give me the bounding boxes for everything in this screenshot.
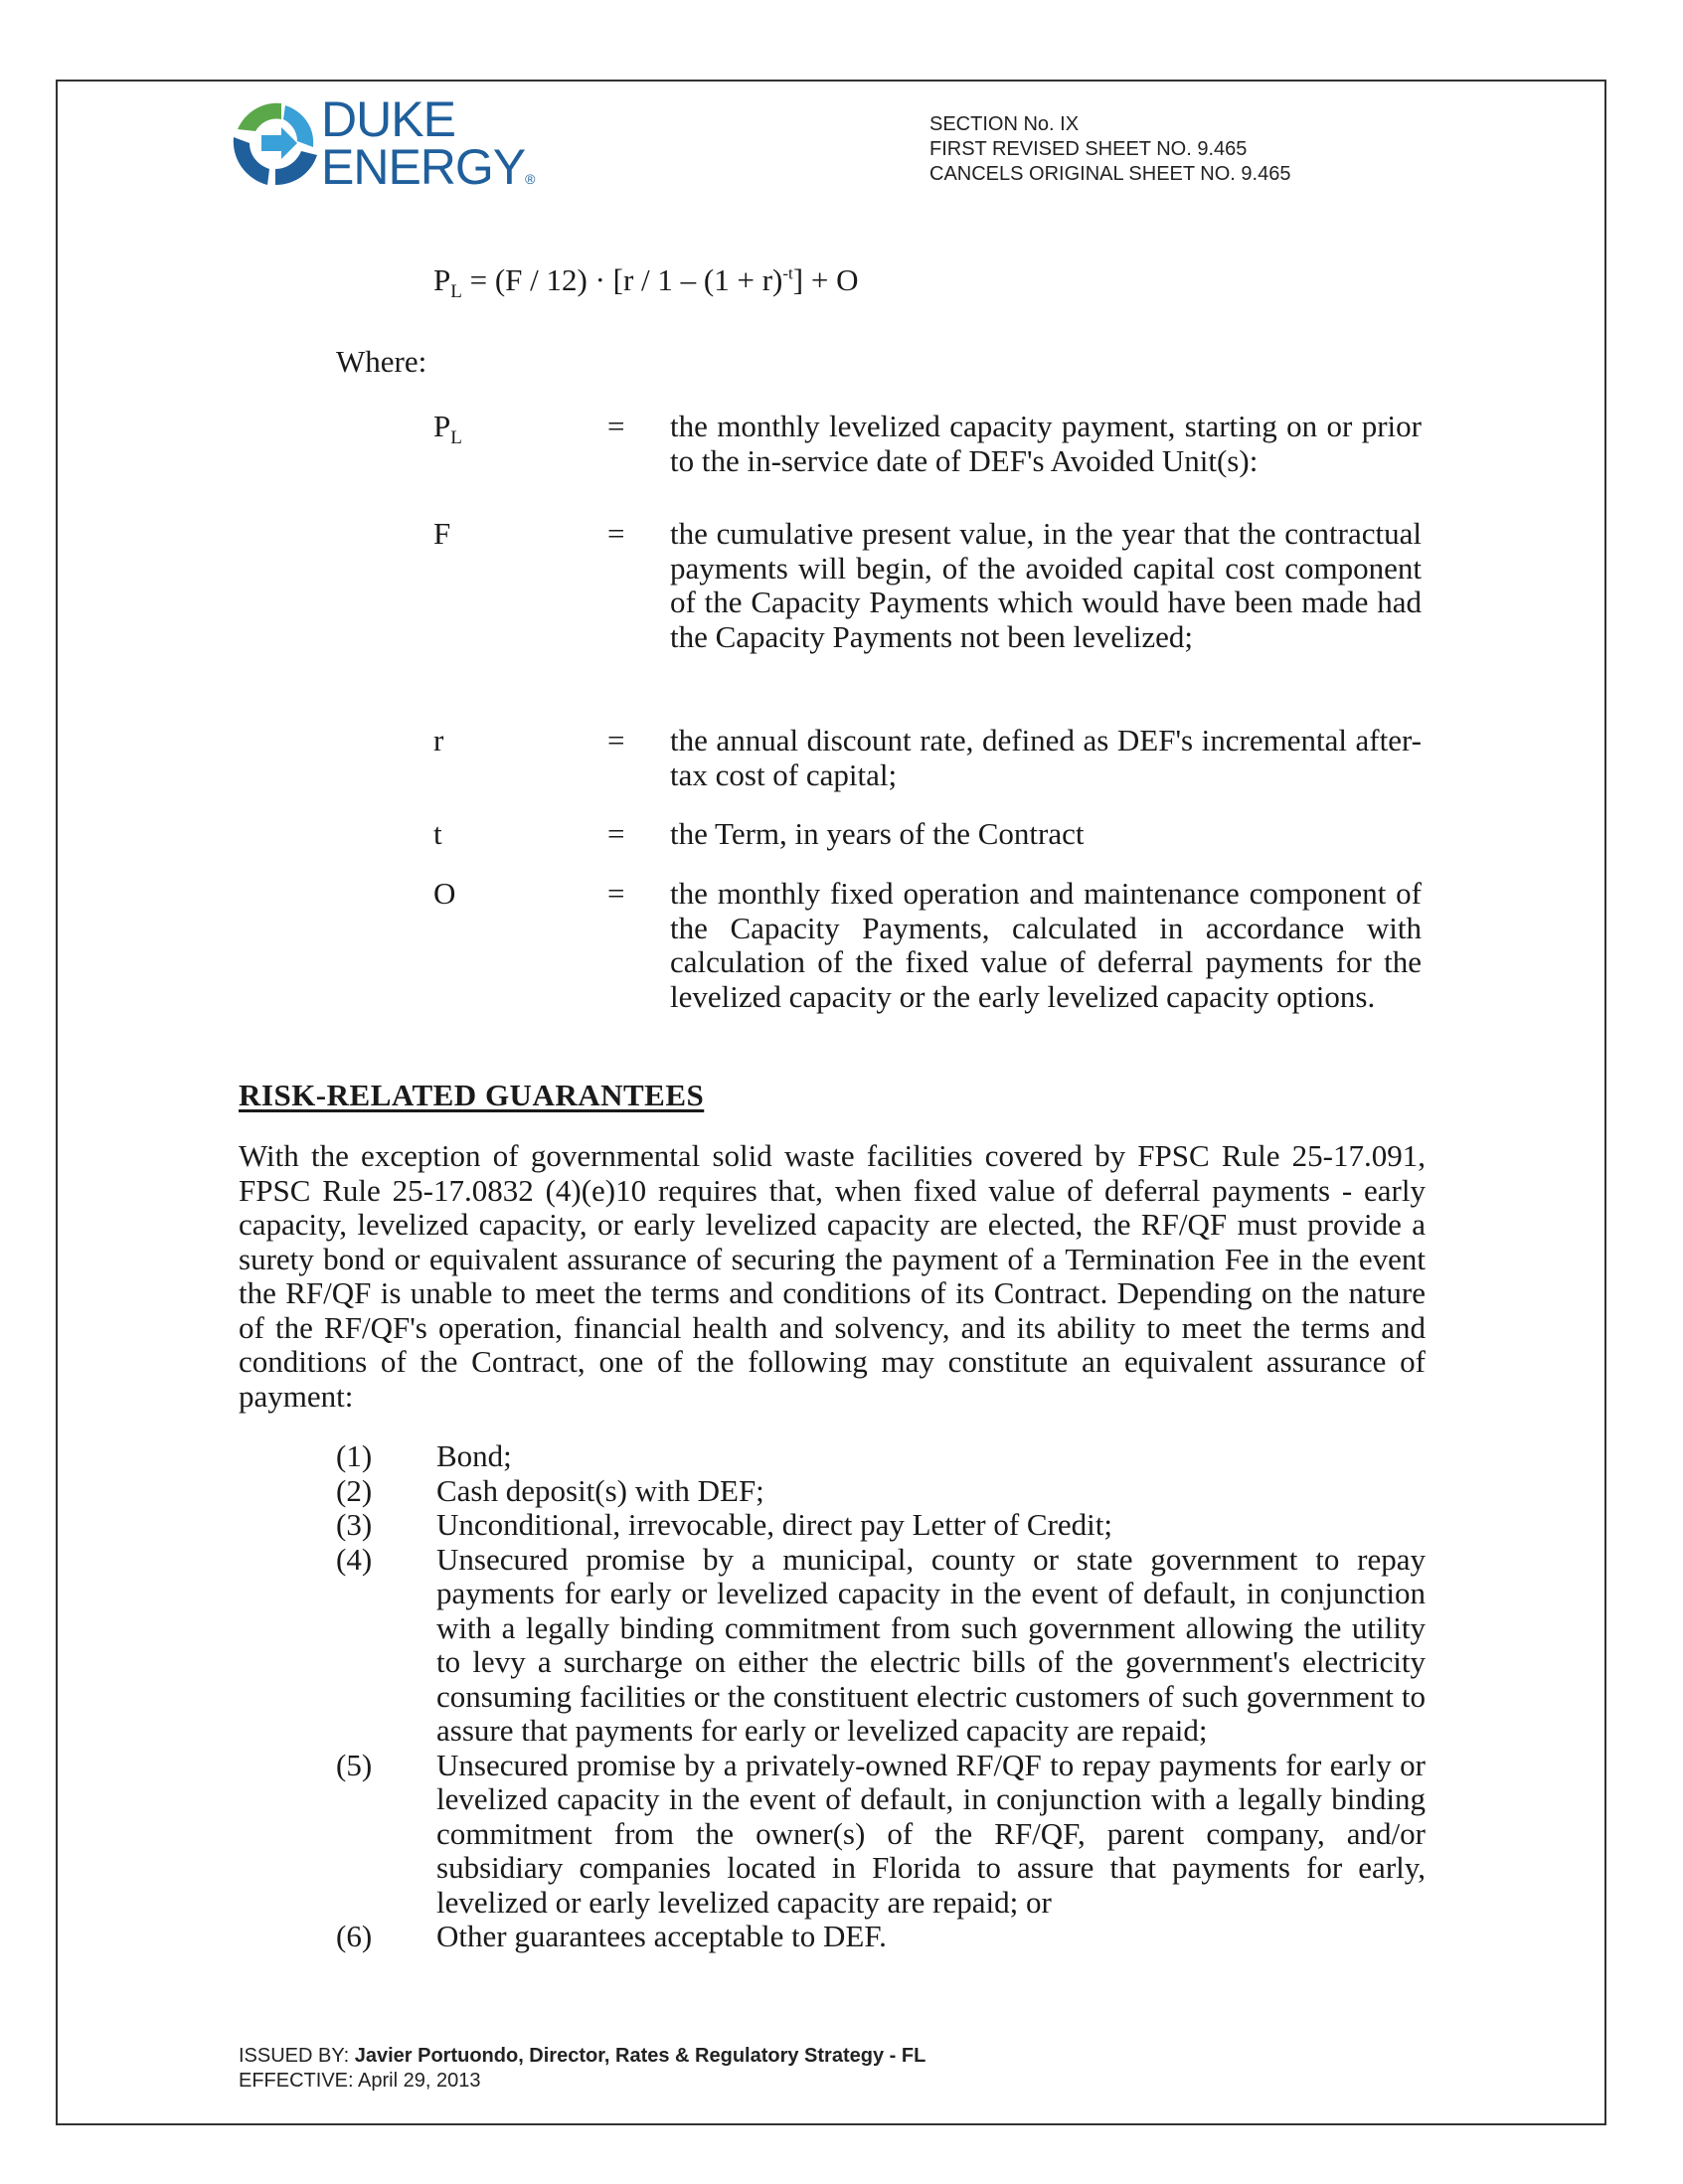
list-text: Unsecured promise by a municipal, county or state government to repay payments for early or levelized capacity in the event of default, in conjunction with a legally binding commitment from such government allowing the utility to levy a surcharge on either the electric bills of the government's electricity consuming facilities or the constituent electric customers of such government to assure that payments for early or levelized capacity are repaid; (436, 1541, 1426, 1748)
definition-symbol: r (433, 723, 444, 757)
definition-equals: = (607, 723, 625, 757)
list-item (336, 1920, 1426, 1954)
definition-symbol: t (433, 816, 442, 851)
registered-mark: ® (525, 171, 536, 187)
definition-equals: = (607, 876, 625, 911)
list-number: (2) (336, 1472, 373, 1508)
issued-label: ISSUED BY: (239, 2045, 355, 2067)
logo-wordmark (321, 91, 536, 203)
formula-lhs-sub: L (450, 281, 462, 303)
list-text: Unconditional, irrevocable, direct pay Letter of Credit; (436, 1507, 1113, 1542)
risk-paragraph: With the exception of governmental solid waste facilities covered by FPSC Rule 25-17.091, FPSC Rule 25-17.0832 (4)(e)10 requires that, when fixed value of deferral payments - early capacity, levelized capacity, or early levelized capacity are elected, the RF/QF must provide a surety bond or equivalent assurance of securing the payment of a Termination Fee in the event the RF/QF is unable to meet the terms and conditions of its Contract. Depending on the nature of the RF/QF's operation, financial health and solvency, and its ability to meet the terms and conditions of the Contract, one of the following may constitute an equivalent assurance of payment: (239, 1138, 1426, 1414)
list-number: (5) (336, 1747, 373, 1782)
definition-symbol: F (433, 516, 451, 551)
list-number: (6) (336, 1919, 373, 1953)
guarantee-list (336, 1439, 1426, 1954)
effective-label: EFFECTIVE: (239, 2070, 359, 2092)
definition-text: the monthly fixed operation and maintenance component of the Capacity Payments, calculated in accordance with calculation of the fixed value of deferral payments for the levelized capacity or the early levelized capacity options. (670, 876, 1422, 1014)
cancels-sheet: CANCELS ORIGINAL SHEET NO. 9.465 (929, 163, 1291, 185)
formula-rhs-b: ] + O (792, 262, 859, 297)
issued-by: Javier Portuondo, Director, Rates & Regulatory Strategy - FL (354, 2045, 926, 2067)
definition-symbol: $P_L$ (433, 409, 462, 449)
where-label: Where: (336, 344, 427, 379)
list-text: Cash deposit(s) with DEF; (436, 1472, 764, 1508)
duke-energy-logo (224, 91, 536, 195)
logo-line-duke: DUKE (321, 91, 455, 147)
definition-text: the annual discount rate, defined as DEF's incremental after-tax cost of capital; (670, 723, 1422, 792)
sheet-number: FIRST REVISED SHEET NO. 9.465 (929, 138, 1248, 160)
list-number: (4) (336, 1541, 373, 1577)
definition-equals: = (607, 816, 625, 851)
list-number: (1) (336, 1438, 373, 1473)
list-item (336, 1749, 1426, 1921)
definition-text: the Term, in years of the Contract (670, 816, 1085, 851)
definition-symbol: O (433, 876, 456, 911)
sheet-info (929, 112, 1290, 187)
levelized-payment-formula (433, 262, 858, 303)
duke-energy-logo-icon (224, 95, 328, 195)
formula-exponent: -t (782, 263, 793, 283)
list-item (336, 1474, 1426, 1509)
risk-heading: RISK-RELATED GUARANTEES (239, 1078, 705, 1112)
effective-date: April 29, 2013 (358, 2070, 481, 2092)
list-item (336, 1543, 1426, 1749)
list-text: Bond; (436, 1438, 512, 1473)
definition-equals: = (607, 516, 625, 551)
definition-text: the monthly levelized capacity payment, starting on or prior to the in-service date of DEF's Avoided Unit(s): (670, 409, 1422, 478)
list-item (336, 1439, 1426, 1474)
list-text: Unsecured promise by a privately-owned RF/QF to repay payments for early or levelized capacity in the event of default, in conjunction with a legally binding commitment from the owner(s) of the RF/QF, parent company, and/or subsidiary companies located in Florida to assure that payments for early, levelized or early levelized capacity are repaid; or (436, 1747, 1426, 1920)
definition-equals: = (607, 409, 625, 443)
list-text: Other guarantees acceptable to DEF. (436, 1919, 887, 1953)
footer (239, 2044, 926, 2094)
definition-text: the cumulative present value, in the year that the contractual payments will begin, of the avoided capital cost component of the Capacity Payments which would have been made had the Capacity Payments not been levelized; (670, 516, 1422, 654)
formula-lhs: P (433, 262, 451, 297)
list-number: (3) (336, 1507, 373, 1542)
list-item (336, 1508, 1426, 1543)
logo-line-energy: ENERGY (321, 139, 526, 195)
section-number: SECTION No. IX (929, 113, 1080, 135)
formula-rhs-a: = (F / 12) · [r / 1 – (1 + r) (461, 262, 783, 297)
